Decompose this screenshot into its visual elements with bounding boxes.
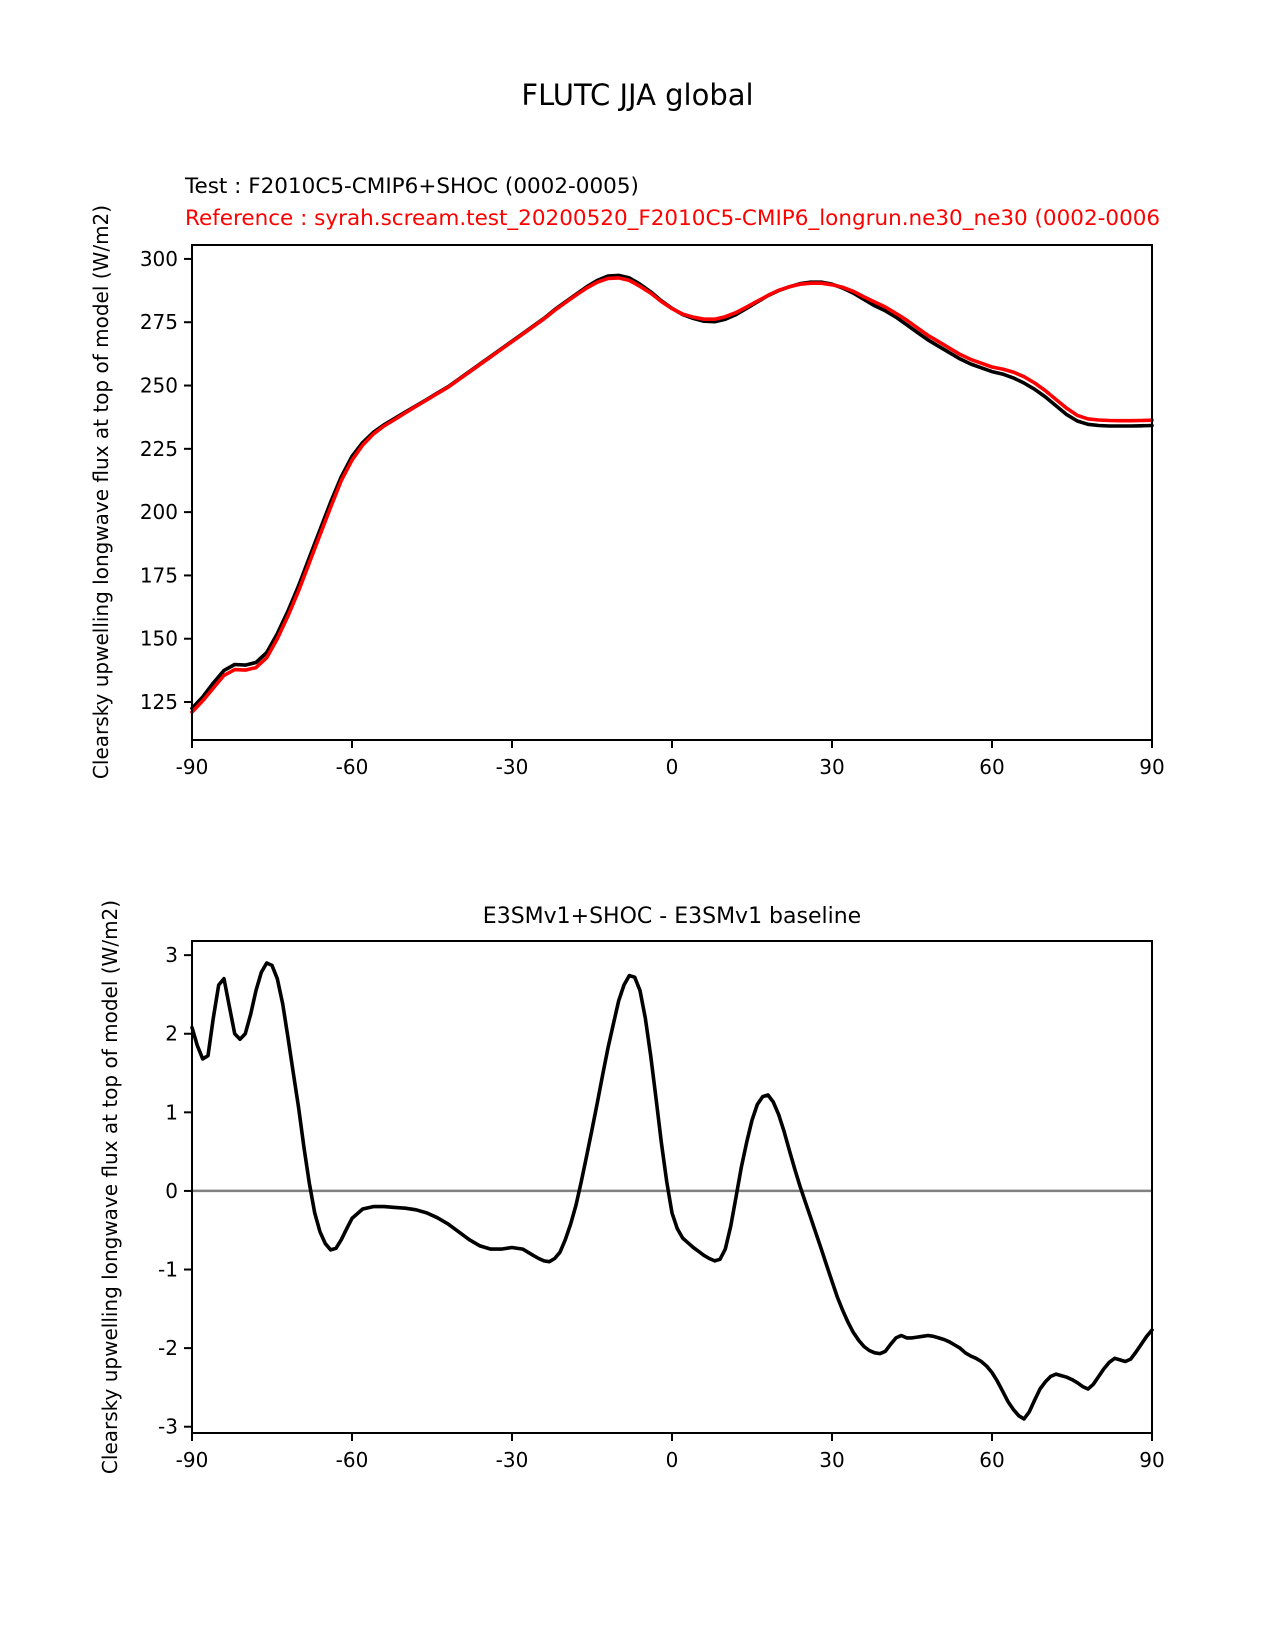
x-tick-label: -30 bbox=[495, 1448, 529, 1472]
top-chart-ylabel: Clearsky upwelling longwave flux at top of model (W/m2) bbox=[89, 204, 113, 780]
axes-box bbox=[192, 941, 1152, 1433]
y-tick-label: 3 bbox=[165, 943, 178, 968]
y-tick-label: 200 bbox=[139, 500, 178, 525]
bottom-chart-ylabel: Clearsky upwelling longwave flux at top of model (W/m2) bbox=[98, 899, 122, 1475]
y-tick-label: 300 bbox=[139, 246, 178, 271]
x-tick-label: 90 bbox=[1139, 1448, 1165, 1472]
y-tick-label: -1 bbox=[158, 1257, 178, 1282]
y-tick-label: 125 bbox=[139, 690, 178, 715]
top-chart bbox=[140, 245, 1165, 779]
y-tick-label: -3 bbox=[158, 1414, 178, 1439]
x-tick-label: -90 bbox=[175, 1448, 209, 1472]
y-tick-label: 175 bbox=[139, 563, 178, 588]
y-tick-label: 0 bbox=[165, 1178, 178, 1203]
x-tick-label: 0 bbox=[665, 755, 679, 779]
series-line-1 bbox=[192, 278, 1152, 712]
y-tick-label: 225 bbox=[139, 436, 178, 461]
reference-run-label: Reference : syrah.scream.test_20200520_F2010C5-CMIP6_longrun.ne30_ne30 (0002-0006 bbox=[185, 207, 1161, 231]
y-tick-label: 150 bbox=[139, 626, 178, 651]
x-tick-label: 60 bbox=[979, 1448, 1005, 1472]
x-tick-label: 90 bbox=[1139, 755, 1165, 779]
x-tick-label: 60 bbox=[979, 755, 1005, 779]
test-run-label: Test : F2010C5-CMIP6+SHOC (0002-0005) bbox=[185, 174, 639, 199]
x-tick-label: -90 bbox=[175, 755, 209, 779]
y-tick-label: 1 bbox=[165, 1100, 178, 1125]
x-tick-label: -60 bbox=[335, 1448, 369, 1472]
x-tick-label: 30 bbox=[819, 755, 845, 779]
x-tick-label: 0 bbox=[665, 1448, 679, 1472]
x-tick-label: 30 bbox=[819, 1448, 845, 1472]
y-tick-label: 275 bbox=[139, 310, 178, 335]
y-tick-label: -2 bbox=[158, 1336, 178, 1361]
y-tick-label: 2 bbox=[165, 1021, 178, 1046]
figure-title: FLUTC JJA global bbox=[521, 78, 754, 112]
x-tick-label: -30 bbox=[495, 755, 529, 779]
bottom-chart bbox=[158, 941, 1165, 1472]
x-tick-label: -60 bbox=[335, 755, 369, 779]
y-tick-label: 250 bbox=[139, 373, 178, 398]
bottom-chart-title: E3SMv1+SHOC - E3SMv1 baseline bbox=[482, 904, 862, 929]
